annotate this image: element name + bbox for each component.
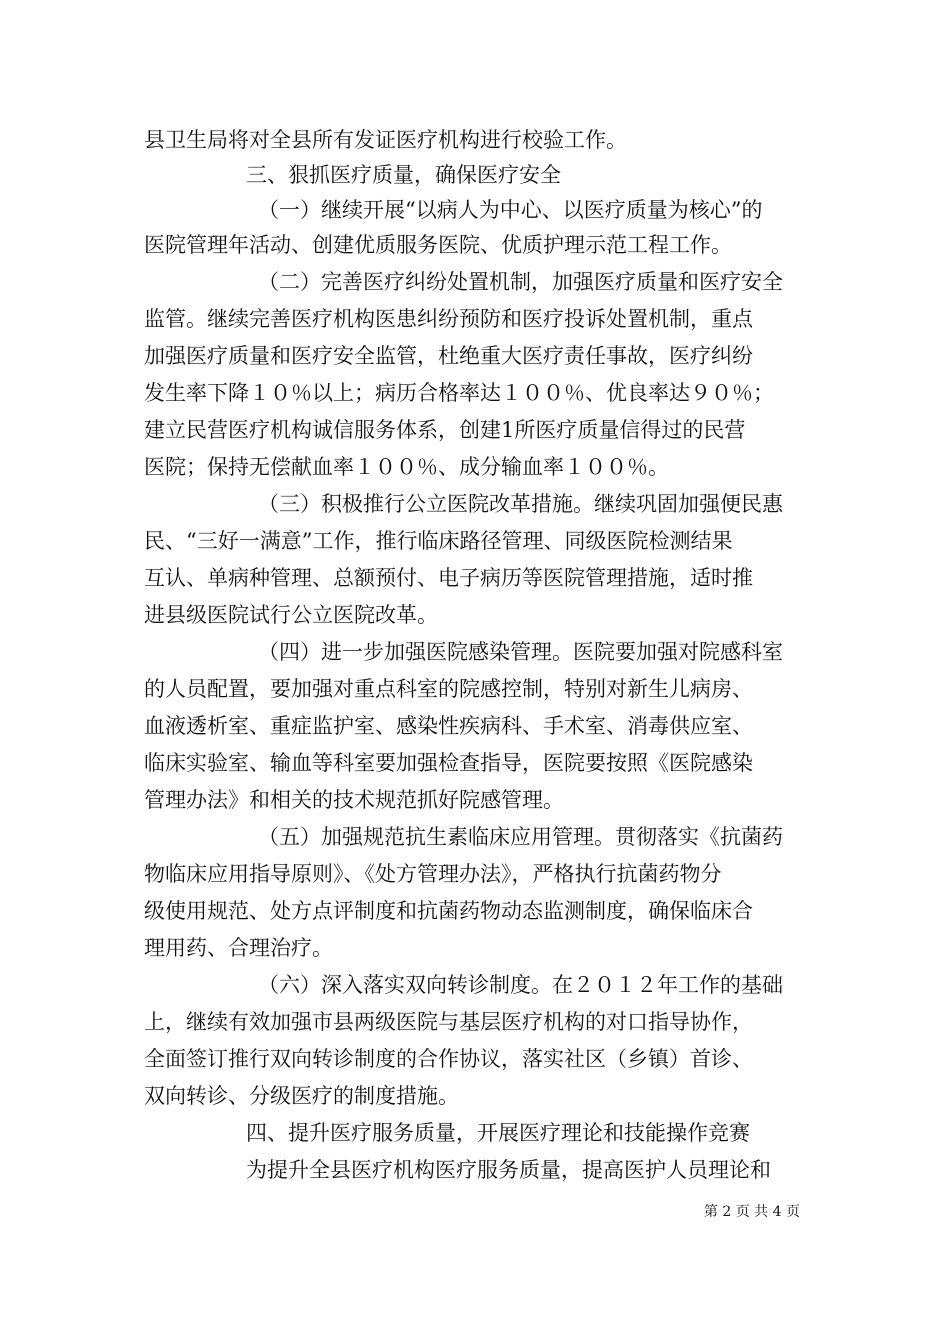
text-line: （一）继续开展“以病人为中心、以医疗质量为核心”的 (258, 198, 763, 222)
text-line: 监管。继续完善医疗机构医患纠纷预防和医疗投诉处置机制，重点 (144, 307, 753, 331)
text-line: 级使用规范、处方点评制度和抗菌药物动态监测制度，确保临床合 (144, 899, 753, 923)
text-line: 血液透析室、重症监护室、感染性疾病科、手术室、消毒供应室、 (144, 714, 753, 738)
text-line: （五）加强规范抗生素临床应用管理。贯彻落实《抗菌药 (258, 825, 783, 849)
text-line: 进县级医院试行公立医院改革。 (144, 603, 438, 627)
page-footer: 第 2 页 共 4 页 (703, 1204, 800, 1220)
text-line: 医院；保持无偿献血率１００％、成分输血率１００％。 (144, 455, 669, 479)
section-heading-3: 三、狠抓医疗质量，确保医疗安全 (246, 163, 561, 187)
text-line: 为提升全县医疗机构医疗服务质量，提高医护人员理论和 (246, 1158, 771, 1182)
text-line: 互认、单病种管理、总额预付、电子病历等医院管理措施，适时推 (144, 566, 753, 590)
text-line: 建立民营医疗机构诚信服务体系，创建1所医疗质量信得过的民营 (144, 418, 746, 442)
text-line: 物临床应用指导原则》、《处方管理办法》，严格执行抗菌药物分 (144, 862, 722, 886)
text-line: 全面签订推行双向转诊制度的合作协议，落实社区（乡镇）首诊、 (144, 1047, 753, 1071)
text-line: 管理办法》和相关的技术规范抓好院感管理。 (144, 788, 564, 812)
text-line: 县卫生局将对全县所有发证医疗机构进行校验工作。 (144, 128, 627, 152)
text-line: 理用药、合理治疗。 (144, 936, 333, 960)
text-line: 发生率下降１０％以上；病历合格率达１００％、优良率达９０％； (144, 381, 774, 405)
section-heading-4: 四、提升医疗服务质量，开展医疗理论和技能操作竞赛 (246, 1121, 750, 1145)
text-line: （二）完善医疗纠纷处置机制，加强医疗质量和医疗安全 (258, 270, 783, 294)
text-line: 临床实验室、输血等科室要加强检查指导，医院要按照《医院感染 (144, 751, 753, 775)
text-line: （四）进一步加强医院感染管理。医院要加强对院感科室 (258, 640, 783, 664)
text-line: （三）积极推行公立医院改革措施。继续巩固加强便民惠 (258, 492, 783, 516)
text-line: 民、“三好一满意”工作，推行临床路径管理、同级医院检测结果 (144, 529, 733, 553)
text-line: 上，继续有效加强市县两级医院与基层医疗机构的对口指导协作， (144, 1010, 753, 1034)
text-line: 的人员配置，要加强对重点科室的院感控制，特别对新生儿病房、 (144, 677, 753, 701)
text-line: 加强医疗质量和医疗安全监管，杜绝重大医疗责任事故，医疗纠纷 (144, 344, 753, 368)
text-line: 医院管理年活动、创建优质服务医院、优质护理示范工程工作。 (144, 233, 732, 257)
text-line: （六）深入落实双向转诊制度。在２０１２年工作的基础 (258, 973, 783, 997)
text-line: 双向转诊、分级医疗的制度措施。 (144, 1084, 459, 1108)
